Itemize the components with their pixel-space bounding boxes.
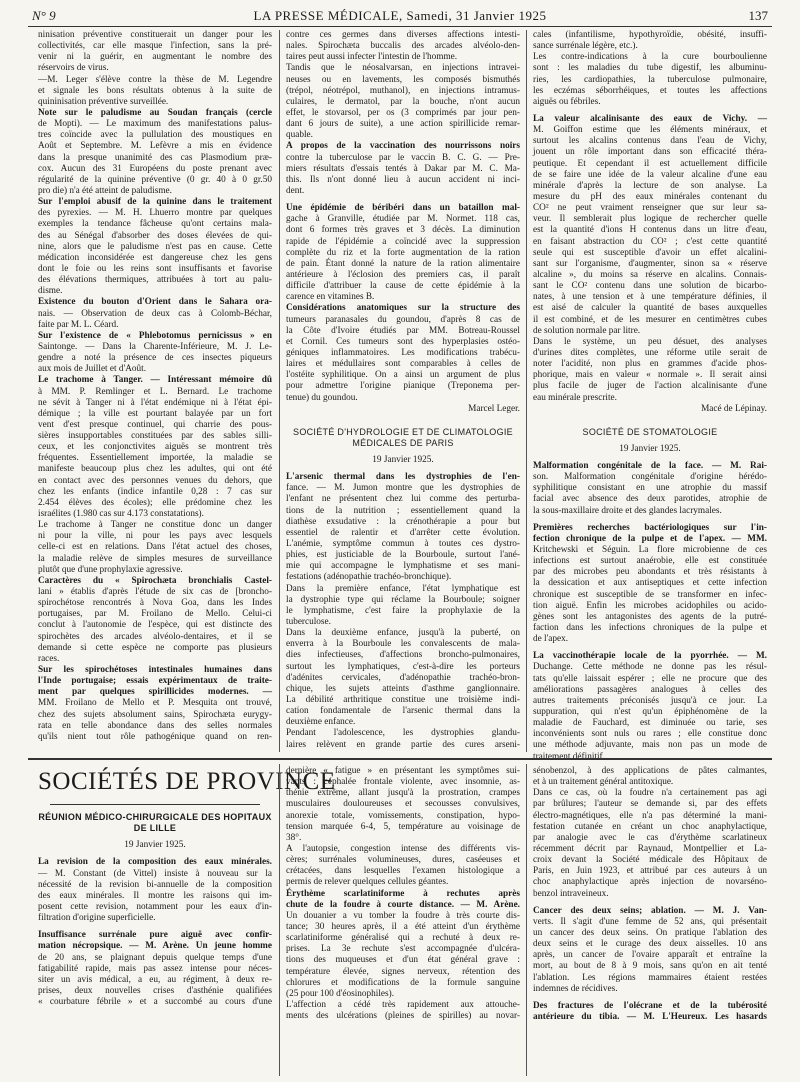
column-divider xyxy=(279,764,280,1076)
text-line: noter l'acidité, non plus en grammes d'acide phos- xyxy=(533,359,767,370)
text-line: Paris, en Juin 1923, et attribué par ces auteurs à un xyxy=(533,866,767,877)
text-line: 19 Janvier 1925. xyxy=(372,455,434,466)
text-line: israélites (1.980 cas sur 4.173 constatations). xyxy=(38,509,204,520)
text-line: sant le CO² contenu dans une solution de bicarbo- xyxy=(533,281,767,292)
text-line: laires relèvent en grande partie des cures arseni- xyxy=(286,739,520,750)
header-rule xyxy=(28,26,772,27)
text-line: le lymphatisme, c'est faire la prophylaxie de la xyxy=(286,605,520,616)
text-line: venir ni la guérir, en augmentant le nombre des xyxy=(38,52,272,63)
text-line: crétacées, dans lesquelles l'examen histologique a xyxy=(286,866,520,877)
column-2 xyxy=(286,30,520,752)
text-line: Considérations anatomiques sur la structure des xyxy=(286,303,520,314)
text-line: améliorations passagères analogues à celles des xyxy=(533,684,767,695)
text-line: nine, alors que le paludisme n'est pas en cause. Cette xyxy=(38,241,272,252)
section-heading: RÉUNION MÉDICO-CHIRURGICALE DES HOPITAUX xyxy=(38,812,272,822)
lower-column-1 xyxy=(38,812,272,1074)
text-line: d'adénites cervicales, d'adénopathie trachéo-bron- xyxy=(286,672,520,683)
text-line: facial avec absence des deux parotides, atrophie de xyxy=(533,494,767,505)
text-line: tion aiguë. Enfin les microbes acidophiles ou acido- xyxy=(533,600,767,611)
text-line: taires peut aussi infecter l'intestin de l'homme. xyxy=(286,52,458,63)
text-line: Premières recherches bactériologiques sur l'in- xyxy=(533,522,767,533)
lower-column-2 xyxy=(286,766,520,1076)
text-line: une méthode adjuvante, mais non pas un mode de xyxy=(533,740,767,751)
text-line: ceux, et les conjonctivites aiguës se montrent très xyxy=(38,442,272,453)
text-line: exemples la tendance fâcheuse qu'ont certains mala- xyxy=(38,219,272,230)
text-line: température élevée, signes nerveux, rétention des xyxy=(286,966,520,977)
text-line: sénobenzol, à des applications de pâtes calmantes, xyxy=(533,766,767,776)
text-line: nécessité de la revision bi-annuelle de la composition xyxy=(38,879,272,890)
issue-number: N° 9 xyxy=(32,8,56,23)
text-line: cox. Aucun des 31 Européens du poste prenant avec xyxy=(38,163,272,174)
text-line: par des microbes peu abondants et très résistants à xyxy=(533,567,767,578)
text-line: conclut à l'autonomie de l'espèce, qui est distincte des xyxy=(38,620,272,631)
text-line: pour admettre l'origine pianique (Treponema per- xyxy=(286,381,520,392)
text-line: l'Inde portugaise; essais expérimentaux de traite- xyxy=(38,676,272,687)
text-line: ment par quelques spirillicides modernes. — xyxy=(38,687,272,698)
text-line: siter un avis médical, a eu, au régiment, à deux re- xyxy=(38,974,272,985)
title-underline xyxy=(50,804,260,805)
text-line: cation fondamentale de l'arsenic thermal dans la xyxy=(286,706,520,717)
text-line: Existence du bouton d'Orient dans le Sahara ora- xyxy=(38,297,272,308)
text-line: enverra à la Bourboule les convalescents de mala- xyxy=(286,639,520,650)
text-line: qu'ils nient tout rôle pathogénique quand on ren- xyxy=(38,731,272,742)
text-line: fance. — M. Jumon montre que les dystrophies de xyxy=(286,483,520,494)
text-line: indemnes de récidives. xyxy=(533,983,618,994)
text-line: l'ostéite syphilitique. On a ainsi un argument de plus xyxy=(286,370,520,381)
text-line: aiguës ou fébriles. xyxy=(533,96,601,107)
text-line: thénie extrême, allant jusqu'à la prostration, crampes xyxy=(286,788,520,799)
text-line: « courbature fébrile » et a succombé au cours d'une xyxy=(38,997,272,1008)
text-line: Une épidémie de béribéri dans un bataillon mal- xyxy=(286,203,520,214)
page-header xyxy=(28,6,772,26)
text-line: Dans ce cas, où la foudre n'a certainement pas agi xyxy=(533,788,767,799)
text-line: chique, les sujets atteints d'asthme ganglionnaire. xyxy=(286,683,520,694)
text-line: Août et Septembre. M. Lefèvre a mis en évidence xyxy=(38,141,272,152)
text-line: nales. Spirochæta buccalis des arcades alvéolo-den- xyxy=(286,41,520,52)
text-line: La valeur alcalinisante des eaux de Vichy. — xyxy=(533,113,767,124)
text-line: et à un traitement général antitoxique. xyxy=(533,777,674,788)
text-line: vent d'est presque continuel, qui charrie des pous- xyxy=(38,419,272,430)
text-line: géniques inflammatoires. Les modifications trabécu- xyxy=(286,347,520,358)
text-line: ries, les cardiopathies, la tuberculose pulmonaire, xyxy=(533,74,767,85)
text-line: portugaises, par M. Froilano de Mello. Celui-ci xyxy=(38,609,272,620)
text-line: L'affection a cédé très rapidement aux attouche- xyxy=(286,999,520,1010)
text-line: à MM. P. Remlinger et L. Bernard. Le trachome xyxy=(38,386,272,397)
text-line: fection chronique de la pulpe et de l'apex. — MM. xyxy=(533,533,767,544)
text-line: la dessication et aux antiseptiques et cette infection xyxy=(533,578,767,589)
text-line: Malformation congénitale de la face. — M. Rai- xyxy=(533,461,767,472)
text-line: Duchange. Cette méthode ne donne pas les résul- xyxy=(533,662,767,673)
text-line: posent cette revision, notamment pour les eaux d'in- xyxy=(38,901,272,912)
section-heading: SOCIÉTÉ DE STOMATOLOGIE xyxy=(582,426,718,437)
text-line: ne sévit à Tanger ni à l'état endémique ni à l'état épi- xyxy=(38,397,272,408)
text-line: cales (infantilisme, hypothyroïdie, obésité, insuffi- xyxy=(533,30,767,40)
text-line: eau minérale prescrite. xyxy=(533,392,617,403)
text-line: Érythème scarlatiniforme à rechutes après xyxy=(286,888,520,899)
column-3 xyxy=(533,30,767,762)
text-line: 19 Janvier 1925. xyxy=(619,443,681,454)
text-line: MM. Froilano de Mello et P. Mesquita ont trouvé, xyxy=(38,698,272,709)
text-line: des eaux minérales. Il montre les raisons qui im- xyxy=(38,890,272,901)
text-line: essentiel de ralentir et d'arrêter cette évolution. xyxy=(286,527,520,538)
text-line: vants : céphalée frontale violente, avec insomnie, as- xyxy=(286,777,520,788)
text-line: son. Malformation congénitale d'origine hérédo- xyxy=(533,472,767,483)
text-line: chez les enfants (indice infantile 0,28 : 7 cas sur xyxy=(38,486,272,497)
text-line: verts. Il s'agit d'une femme de 52 ans, qui présentait xyxy=(533,916,767,927)
lower-column-3 xyxy=(533,766,767,1076)
text-line: choc anaphylactique après injection de novarséno- xyxy=(533,877,767,888)
text-line: dont le foie ou les reins sont insuffisants et favorise xyxy=(38,263,272,274)
text-line: (25 pour 100 d'éosinophiles). xyxy=(286,988,395,999)
text-line: par analogie avec le cas d'érythème scarlatineux xyxy=(533,832,767,843)
text-line: rata en telle abondance dans des selles normales xyxy=(38,720,272,731)
text-line: Les contre-indications à la cure bourboulienne xyxy=(533,52,767,63)
text-line: croix devant la Société médicale des Hôpitaux de xyxy=(533,855,767,866)
text-line: Caractères du « Spirochæta bronchialis Castel- xyxy=(38,575,272,586)
text-line: des élévations thermiques, attribuées à tort au palu- xyxy=(38,275,272,286)
text-line: Dans la deuxième enfance, jusqu'à la puberté, on xyxy=(286,628,520,639)
text-line: anorexie totale, vomissements, constipation, hypo- xyxy=(286,810,520,821)
text-line: nais. — Observation de deux cas à Colomb-Béchar, xyxy=(38,308,272,319)
section-heading: MÉDICALES DE PARIS xyxy=(352,437,454,448)
text-line: Sur l'existence de « Phlebotomus pernicissus » en xyxy=(38,330,272,341)
text-line: deux seins et le curage des deux aisselles. 10 ans xyxy=(533,939,767,950)
section-heading: SOCIÉTÉ D'HYDROLOGIE ET DE CLIMATOLOGIE xyxy=(293,426,513,437)
text-line: CO² ne peut vraiment renseigner que sur leur sa- xyxy=(533,203,767,214)
text-line: un cancer des deux seins. On pratique l'ablation des xyxy=(533,927,767,938)
text-line: difficile d'attribuer la cause de cette épidémie à la xyxy=(286,281,520,292)
text-line: La vaccinothérapie locale de la pyorrhée. — M. xyxy=(533,651,767,662)
text-line: la dystrophie type qui réclame la Bourboule; soigner xyxy=(286,594,520,605)
text-line: Saintonge. — Dans la Charente-Inférieure, M. J. Le- xyxy=(38,341,272,352)
text-line: phorique, mais en valeur « normale ». Il serait ainsi xyxy=(533,370,767,381)
text-line: Cancer des deux seins; ablation. — M. J. Van- xyxy=(533,905,767,916)
column-divider xyxy=(526,30,527,752)
text-line: en contact avec des personnes venues du dehors, que xyxy=(38,475,272,486)
text-line: veur. Il semblerait plus logique de rechercher quelle xyxy=(533,214,767,225)
text-line: l'enfant ne présentent chez lui comme des perturba- xyxy=(286,494,520,505)
text-line: aux mois de Juillet et d'Août. xyxy=(38,364,147,375)
text-line: minérale d'après la lecture de son analyse. La xyxy=(533,180,767,191)
text-line: tance; 30 heures après, il a été atteint d'un érythème xyxy=(286,921,520,932)
text-line: quable. xyxy=(286,130,313,141)
text-line: diathèse exsudative : la crénothérapie a pour but xyxy=(286,516,520,527)
text-line: traitement définitif. xyxy=(533,751,605,762)
text-line: surtout les alcalins contenus dans l'eau de Vichy, xyxy=(533,136,767,147)
text-line: spirochètes des arcades alvéolo-dentaires, et il se xyxy=(38,631,272,642)
text-line: sières insupportables constituées par des sables silli- xyxy=(38,431,272,442)
text-line: antérieure à l'éclosion des premiers cas, il paraît xyxy=(286,269,520,280)
text-line: dies infectieuses, d'affections broncho-pulmonaires, xyxy=(286,650,520,661)
text-line: dernière « fatigue » en présentant les symptômes sui- xyxy=(286,766,520,776)
text-line: de se faire une idée de la valeur alcaline d'une eau xyxy=(533,169,767,180)
text-line: prises. La 3e rechute s'est accompagnée d'ulcéra- xyxy=(286,944,520,955)
text-line: ni pour la ville, ni pour les pays avec lesquels xyxy=(38,531,272,542)
text-line: sant sur l'organisme, d'augmenter, sinon sa « réserve xyxy=(533,258,767,269)
text-line: benzol intraveineux. xyxy=(533,888,609,899)
text-line: mesure du pH des eaux minérales contenant du xyxy=(533,191,767,202)
column-divider xyxy=(279,30,280,752)
text-line: rapide de l'épidémie a coïncidé avec la suppression xyxy=(286,236,520,247)
text-line: prises, deux nouvelles crises d'asthénie qualifiées xyxy=(38,985,272,996)
text-line: électro-magnétiques, elle n'a pas déterminé la mani- xyxy=(533,810,767,821)
text-line: pro die) n'a été atteint de paludisme. xyxy=(38,185,172,196)
text-line: dent. xyxy=(286,185,305,196)
text-line: récemment décrit par Raynaud, Montpellier et La- xyxy=(533,843,767,854)
text-line: neuses ou en lavements, les composés bismuthés xyxy=(286,74,520,85)
text-line: Note sur le paludisme au Soudan français (cercle xyxy=(38,107,272,118)
text-line: scarlatiniforme généralisé qui a rechuté à deux re- xyxy=(286,933,520,944)
text-line: démique ; la ville est pourtant balayée par un fort xyxy=(38,408,272,419)
text-line: tuberculose. xyxy=(286,617,331,628)
text-line: Le trachome à Tanger ne constitue donc un danger xyxy=(38,520,272,531)
text-line: — M. Constant (de Vittel) insiste à nouveau sur la xyxy=(38,868,272,879)
text-line: des pyrexies. — M. H. Lhuerro montre par quelques xyxy=(38,208,272,219)
text-line: chute de la foudre à courte distance. — M. Arène. xyxy=(286,899,520,910)
page-number: 137 xyxy=(748,8,768,23)
text-line: chronique est susceptible de se transformer en infec- xyxy=(533,589,767,600)
text-line: permis de relever quelques cellules géantes. xyxy=(286,877,449,888)
text-line: de 20 ans, se plaignant depuis quelque temps d'une xyxy=(38,952,272,963)
text-line: suppuration, qui n'est qu'un épiphénomène de la xyxy=(533,707,767,718)
text-line: ninisation préventive constituerait un danger pour les xyxy=(38,30,272,40)
text-line: peutique. Et cependant il est actuellement difficile xyxy=(533,158,767,169)
text-line: A l'autopsie, congestion intense des différents vis- xyxy=(286,843,520,854)
text-line: jouent un rôle important dans son efficacité théra- xyxy=(533,147,767,158)
text-line: festation cutanée en créant un choc anaphylactique, xyxy=(533,821,767,832)
text-line: tenue) du goundou. xyxy=(286,392,358,403)
text-line: complète du riz et la forte augmentation de la ration xyxy=(286,247,520,258)
text-line: mort, au bout de 8 à 9 mois, sans qu'on en ait tenté xyxy=(533,961,767,972)
text-line: tions des muqueuses et d'un état général grave : xyxy=(286,955,520,966)
text-line: maladie de Fauchard, est diminuée ou tarie, ses xyxy=(533,718,767,729)
text-line: de solution normale par litre. xyxy=(533,325,641,336)
text-line: carence en vitamines B. xyxy=(286,292,375,303)
text-line: gache à Granville, étudiée par M. Normet. 118 cas, xyxy=(286,214,520,225)
column-1 xyxy=(38,30,272,752)
text-line: médication inconsidérée est dangereuse chez les gens xyxy=(38,252,272,263)
text-line: races. xyxy=(38,653,60,664)
text-line: tres coïncide avec la pullulation des moustiques en xyxy=(38,130,272,141)
text-line: les eczémas séborrhéiques, et toutes les affections xyxy=(533,85,767,96)
text-line: la Côte d'Ivoire étudiés par MM. Botreau-Roussel xyxy=(286,325,520,336)
text-line: 19 Janvier 1925. xyxy=(124,840,186,851)
text-line: tension marquée 6-4, 5, température au voisinage de xyxy=(286,821,520,832)
text-line: régularité de la quinine préventive (0 gr. 40 à 0 gr.50 xyxy=(38,174,272,185)
text-line: surtout les lymphatiques, c'est-à-dire les porteurs xyxy=(286,661,520,672)
text-line: seule qui est susceptible d'avoir un effet alcalini- xyxy=(533,247,767,258)
text-line: spirochétose rencontrés à Nova Goa, dans les Indes xyxy=(38,598,272,609)
text-line: tats qu'elle laissait espérer ; elle ne procure que des xyxy=(533,673,767,684)
text-line: cères; surrénales volumineuses, dures, caséeuses et xyxy=(286,855,520,866)
text-line: chlorures et modifications de la formule sanguine xyxy=(286,977,520,988)
text-line: la maladie relève de simples mesures de surveillance xyxy=(38,553,272,564)
text-line: dant 6 jours de suite), a une action spirillicide remar- xyxy=(286,119,520,130)
text-line: M. Goiffon estime que les éléments minéraux, et xyxy=(533,125,767,136)
text-line: plus facile de juger de l'action alcalinisante d'une xyxy=(533,381,767,392)
text-line: gendre a noté la présence de ces insectes piqueurs xyxy=(38,353,272,364)
text-line: dans la presque unanimité des cas Plasmodium præ- xyxy=(38,152,272,163)
text-line: tumeurs paranasales du goundou, d'après 8 cas de xyxy=(286,314,520,325)
text-line: 2.454 élèves des écoles); elle prédomine chez les xyxy=(38,497,272,508)
text-line: Macé de Lépinay. xyxy=(701,403,767,414)
text-line: mie qui accompagne le lymphatisme et ses mani- xyxy=(286,561,520,572)
text-line: de pain. Étant donné la nature de la ration alimentaire xyxy=(286,258,520,269)
text-line: culaires, le dermatol, par la bouche, n'ont aucun xyxy=(286,96,520,107)
text-line: inconvénients sont nuls ou rares ; elle constitue donc xyxy=(533,729,767,740)
text-line: contre la tuberculose par le vaccin B. C. G. — Pre- xyxy=(286,152,520,163)
text-line: gènes sont les antagonistes des agents de la putré- xyxy=(533,611,767,622)
text-line: effet, le stovarsol, per os (3 comprimés par jour pen- xyxy=(286,107,520,118)
text-line: collectivités, car elle masque l'infection, sans la pré- xyxy=(38,41,272,52)
text-line: Des fractures de l'olécrane et de la tubérosité xyxy=(533,1000,767,1011)
text-line: demande si cette espèce ne comporte pas plusieurs xyxy=(38,642,272,653)
text-line: après, un cancer de l'ovaire apparaît et entraîne la xyxy=(533,950,767,961)
section-separator xyxy=(28,758,772,760)
text-line: faction dans les infections chroniques de la pulpe et xyxy=(533,623,767,634)
text-line: musculaires douloureuses et secousses convulsives, xyxy=(286,799,520,810)
text-line: faite par M. L. Céard. xyxy=(38,319,119,330)
text-line: Marcel Leger. xyxy=(468,403,520,414)
text-line: plutôt que d'une prophylaxie agressive. xyxy=(38,564,183,575)
text-line: sance surrénale légère, etc.). xyxy=(533,41,638,52)
text-line: de l'apex. xyxy=(533,634,569,645)
text-line: 38°. xyxy=(286,832,302,843)
text-line: lani » établis d'après l'étude de six cas de [broncho- xyxy=(38,587,272,598)
text-line: disme. xyxy=(38,286,63,297)
text-line: chez des sujets absolument sains, Spirochæta eurygy- xyxy=(38,709,272,720)
journal-title: LA PRESSE MÉDICALE, Samedi, 31 Janvier 1925 xyxy=(253,8,547,23)
text-line: infections est surtout anaérobie, elle est constituée xyxy=(533,556,767,567)
text-line: L'anémie, symptôme commun à toutes ces dystro- xyxy=(286,539,520,550)
text-line: Un douanier a vu tomber la foudre à très courte dis- xyxy=(286,910,520,921)
text-line: est aisé de calculer la quantité de bases auxquelles xyxy=(533,303,767,314)
text-line: Dans le système, un peu désuet, des analyses xyxy=(533,336,767,347)
text-line: réservoirs de virus. xyxy=(38,63,109,74)
text-line: des au Sénégal d'absorber des doses élevées de qui- xyxy=(38,230,272,241)
text-line: phies, est justiciable de la Bourboule, surtout l'ané- xyxy=(286,550,520,561)
text-line: Dans la première enfance, l'état lymphatique est xyxy=(286,583,520,594)
text-line: Kritchewski et Séguin. La flore microbienne de ces xyxy=(533,545,767,556)
text-line: A propos de la vaccination des nourrissons noirs xyxy=(286,141,520,152)
provinces-title: SOCIÉTÉS DE PROVINCE xyxy=(38,768,336,795)
text-line: Tandis que le néosalvarsan, en injections intravei- xyxy=(286,63,520,74)
text-line: miers résultats d'essais tentés à Dakar par M. C. Ma- xyxy=(286,163,520,174)
text-line: deuxième enfance. xyxy=(286,717,356,728)
text-line: La débilité arthritique constitue une troisième indi- xyxy=(286,695,520,706)
text-line: l'ablation. Les régions mammaires étaient restées xyxy=(533,972,767,983)
text-line: fréquentes. Essentiellement importée, la maladie se xyxy=(38,453,272,464)
text-line: laires et médullaires sont comparables à celles de xyxy=(286,359,520,370)
text-line: syphilitique consistant en une atrophie du massif xyxy=(533,483,767,494)
text-line: il est combiné, et de les mesurer en centimètres cubes xyxy=(533,314,767,325)
text-line: dont 6 formes très graves et 3 décès. La diminution xyxy=(286,225,520,236)
text-line: La revision de la composition des eaux minérales. xyxy=(38,857,272,868)
text-line: alcaline », du moins sa réserve en alcalins. Connais- xyxy=(533,269,767,280)
text-line: en faisant abstraction du CO² ; c'est cette quantité xyxy=(533,236,767,247)
text-line: filtration d'origine superficielle. xyxy=(38,913,156,924)
text-line: est la quantité d'ions H contenus dans un litre d'eau, xyxy=(533,225,767,236)
text-line: this. Ils n'ont donné lieu à aucun accident ni inci- xyxy=(286,174,520,185)
text-line: et Cornil. Ces tumeurs sont des hyperplasies ostéo- xyxy=(286,336,520,347)
text-line: tions de la nutrition ; essentiellement quand la xyxy=(286,505,520,516)
text-line: manifeste beaucoup plus chez les adultes, qui ont été xyxy=(38,464,272,475)
text-line: d'urines dites complètes, une réforme utile serait de xyxy=(533,347,767,358)
text-line: fatigabilité rapide, mais pas assez intense pour néces- xyxy=(38,963,272,974)
text-line: nates, à une tension et à une température définies, il xyxy=(533,292,767,303)
text-line: Pendant l'adolescence, les dystrophies glandu- xyxy=(286,728,520,739)
text-line: quininisation préventive surveillée. xyxy=(38,96,169,107)
text-line: par brûlures; l'auteur se demande si, par des effets xyxy=(533,799,767,810)
text-line: autres traitements préconisés jusqu'à ce jour. La xyxy=(533,695,767,706)
text-line: sont : les maladies du tube digestif, les albuminu- xyxy=(533,63,767,74)
text-line: Sur les spirochétoses intestinales humaines dans xyxy=(38,665,272,676)
text-line: Le trachome à Tanger. — Intéressant mémoire dû xyxy=(38,375,272,386)
section-heading: DE LILLE xyxy=(133,823,177,834)
text-line: Sur l'emploi abusif de la quinine dans le traitement xyxy=(38,197,272,208)
text-line: contre ces germes dans diverses affections intesti- xyxy=(286,30,520,40)
column-divider xyxy=(526,764,527,1076)
text-line: mation nécropsique. — M. Arène. Un jeune homme xyxy=(38,941,272,952)
text-line: et signale les bons résultats obtenus à la suite de xyxy=(38,85,272,96)
text-line: la sous-maxillaire droite et des glandes lacrymales. xyxy=(533,505,722,516)
text-line: Insuffisance surrénale pure aiguë avec confir- xyxy=(38,930,272,941)
text-line: celle-ci est en relations. Dans l'état actuel des choses, xyxy=(38,542,272,553)
text-line: (trépol, néotrépol, muthanol), en injections intramus- xyxy=(286,85,520,96)
text-line: antérieure du tibia. — M. L'Heureux. Les hasards xyxy=(533,1011,767,1022)
text-line: ments des ulcérations (pleines de spirilles) au novar- xyxy=(286,1011,520,1022)
text-line: L'arsenic thermal dans les dystrophies de l'en- xyxy=(286,472,520,483)
text-line: —M. Leger s'élève contre la thèse de M. Legendre xyxy=(38,74,272,85)
text-line: de Mopti). — Le maximum des manifestations palus- xyxy=(38,119,272,130)
text-line: festations (adénopathie trachéo-bronchique). xyxy=(286,572,452,583)
